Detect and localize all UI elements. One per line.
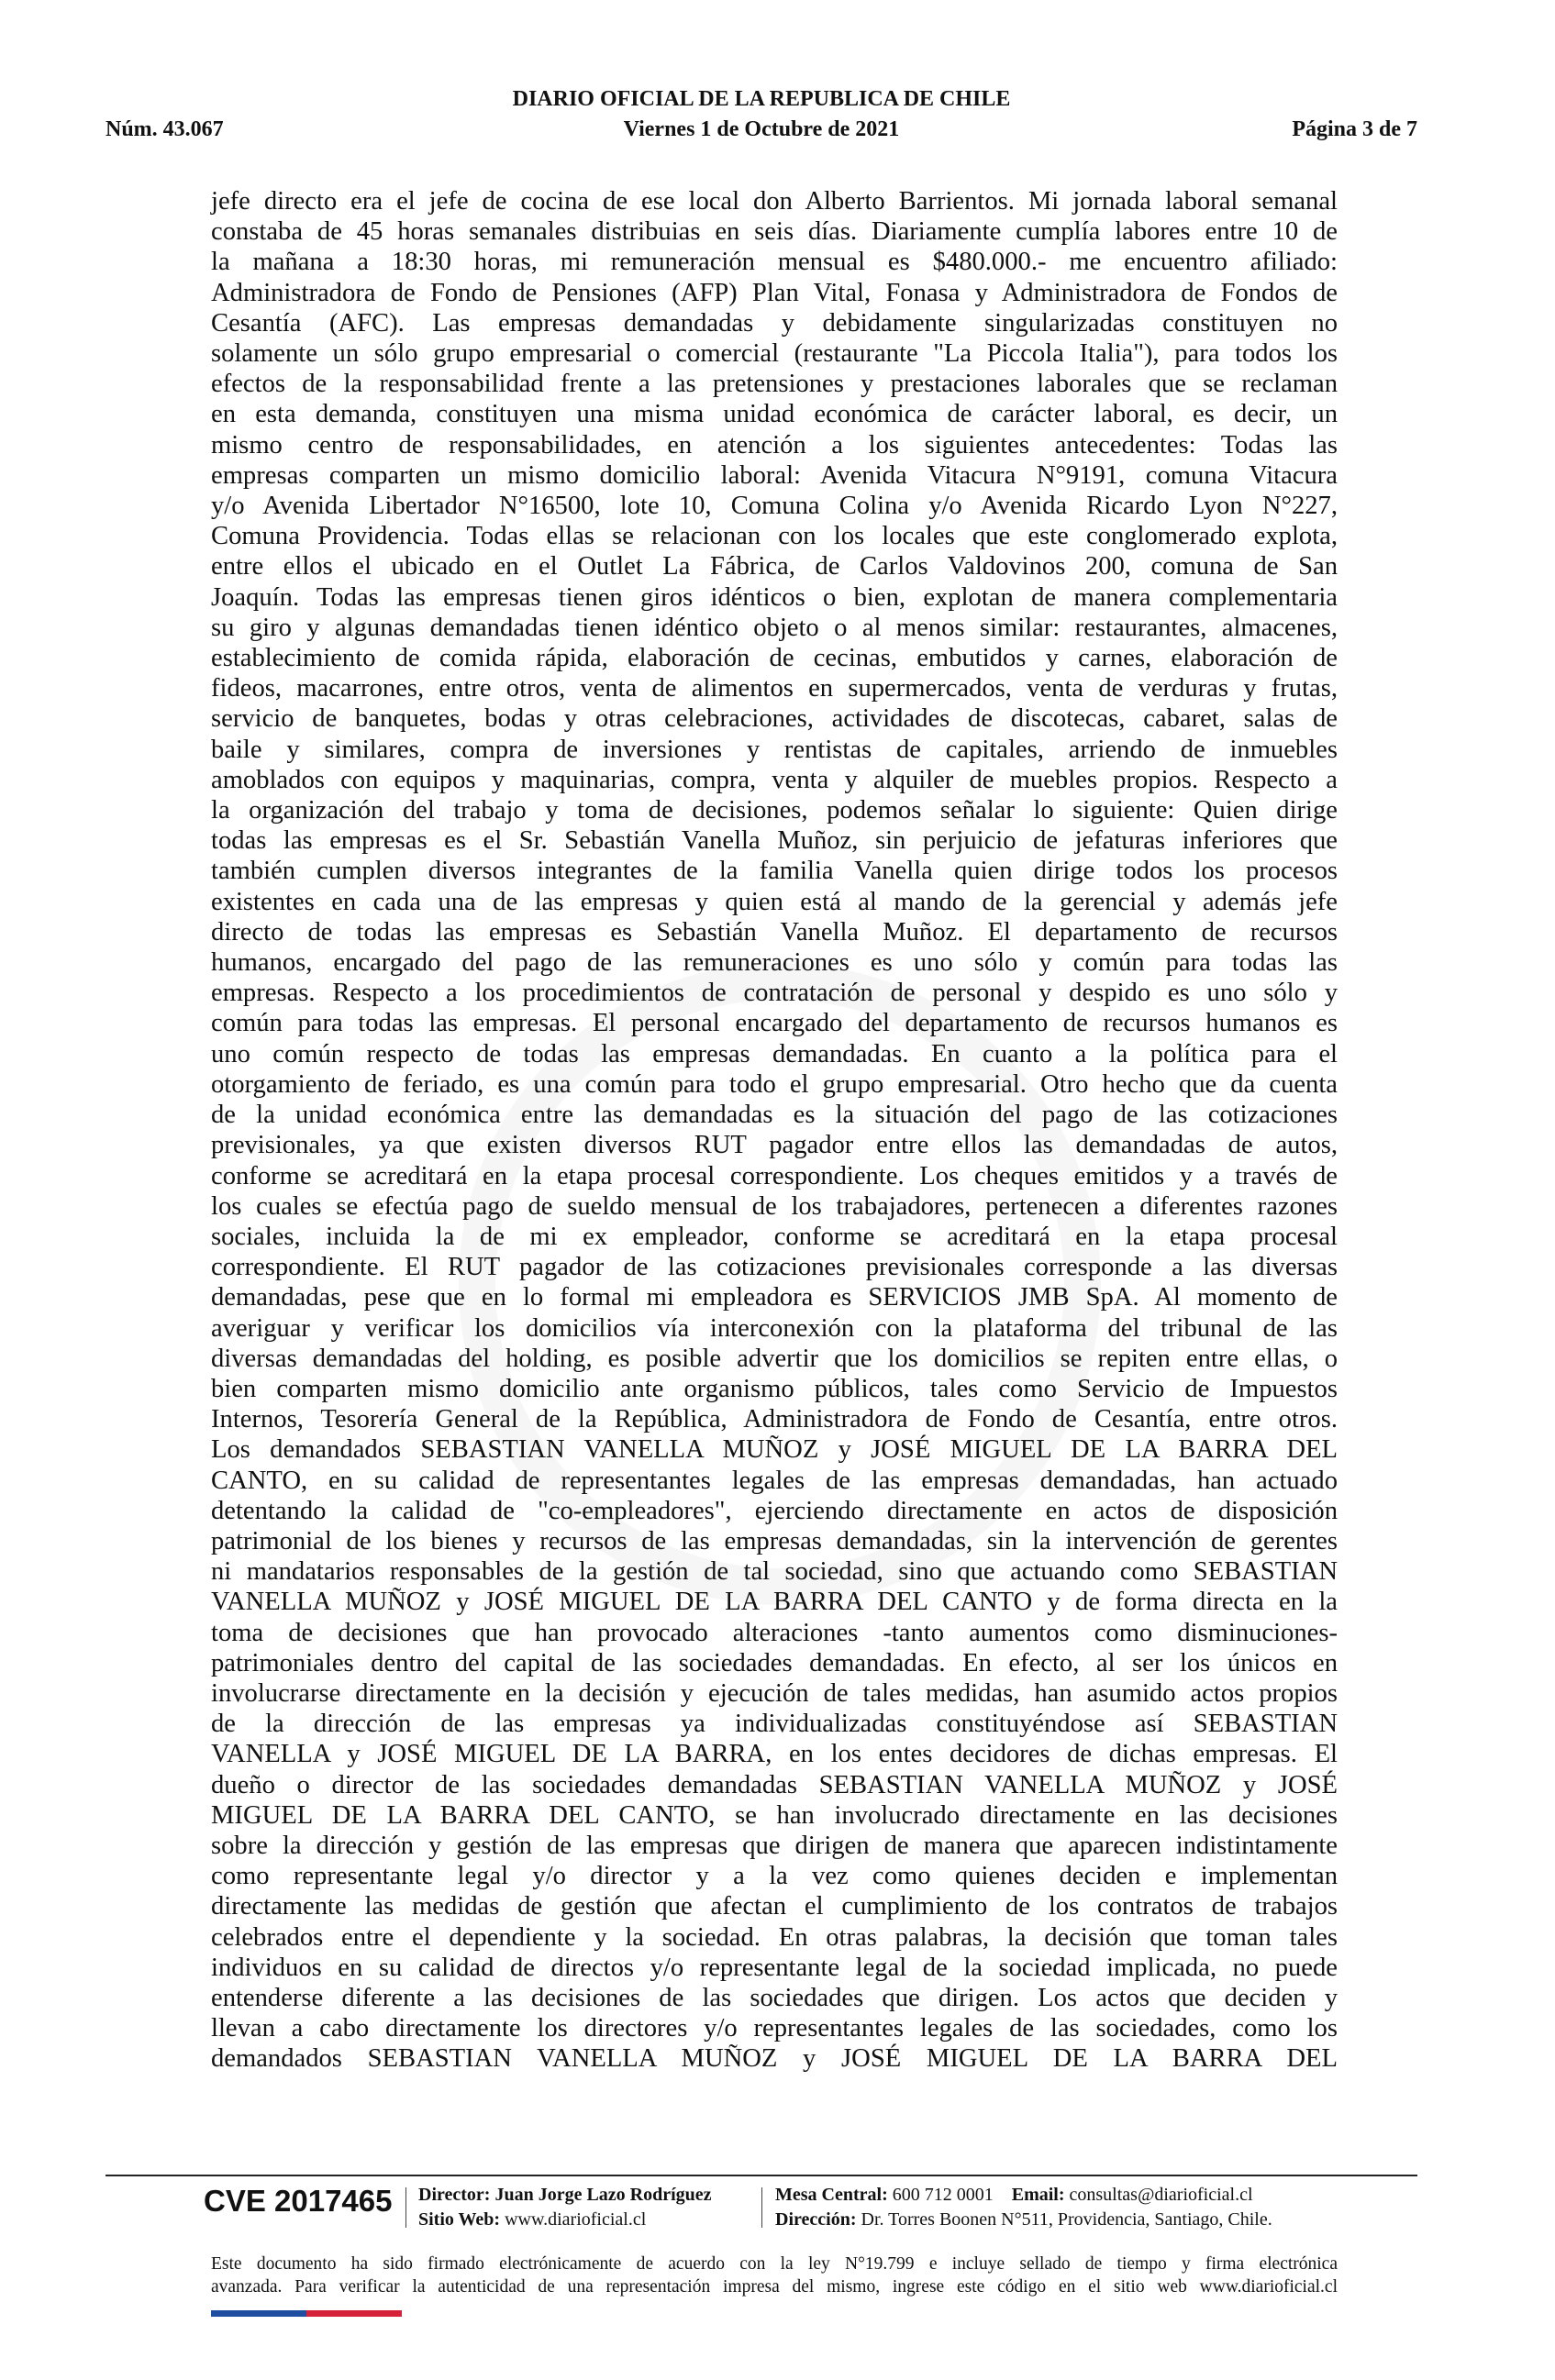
footer-separator xyxy=(761,2187,762,2228)
address-text: Dr. Torres Boonen N°511, Providencia, Santiago, Chile. xyxy=(861,2209,1272,2230)
text-line: patrimonial de los bienes y recursos de las empresas demandadas, sin la intervención de gerentes xyxy=(211,1526,1338,1555)
text-line: correspondiente. El RUT pagador de las cotizaciones previsionales corresponde a las diversas xyxy=(211,1253,1338,1282)
text-line: constaba de 45 horas semanales distribuias en seis días. Diariamente cumplía labores entre 10 de xyxy=(211,217,1338,247)
text-line: jefe directo era el jefe de cocina de ese local don Alberto Barrientos. Mi jornada laboral semanal xyxy=(211,187,1338,216)
text-line: la mañana a 18:30 horas, mi remuneración mensual es $480.000.- me encuentro afiliado: xyxy=(211,248,1338,277)
footer-contact-block xyxy=(775,2183,1272,2232)
text-line: solamente un sólo grupo empresarial o comercial (restaurante "La Piccola Italia"), para todos los xyxy=(211,339,1338,369)
page-number: Página 3 de 7 xyxy=(1292,117,1417,141)
text-line: efectos de la responsabilidad frente a las pretensiones y prestaciones laborales que se reclaman xyxy=(211,370,1338,399)
text-line: entre ellos el ubicado en el Outlet La Fábrica, de Carlos Valdovinos 200, comuna de San xyxy=(211,552,1338,581)
text-line: ni mandatarios responsables de la gestión de tal sociedad, sino que actuando como SEBASTIAN xyxy=(211,1557,1338,1587)
signature-notice-line: avanzada. Para verificar la autenticidad de una representación impresa del mismo, ingrese este código en el sitio web www.diarioficial.cl xyxy=(211,2277,1338,2297)
footer-director-block xyxy=(418,2183,712,2232)
cve-code: CVE 2017465 xyxy=(204,2184,393,2218)
text-line: CANTO, en su calidad de representantes legales de las empresas demandadas, han actuado xyxy=(211,1466,1338,1495)
text-line: dueño o director de las sociedades demandadas SEBASTIAN VANELLA MUÑOZ y JOSÉ xyxy=(211,1770,1338,1799)
text-line: los cuales se efectúa pago de sueldo mensual de los trabajadores, pertenecen a diferentes razones xyxy=(211,1191,1338,1221)
text-line: conforme se acreditará en la etapa procesal correspondiente. Los cheques emitidos y a través de xyxy=(211,1161,1338,1190)
text-line: entenderse diferente a las decisiones de las sociedades que dirigen. Los actos que deciden y xyxy=(211,1983,1338,2012)
text-line: MIGUEL DE LA BARRA DEL CANTO, se han involucrado directamente en las decisiones xyxy=(211,1800,1338,1830)
footer-separator xyxy=(405,2187,406,2228)
text-line: Comuna Providencia. Todas ellas se relacionan con los locales que este conglomerado explota, xyxy=(211,522,1338,551)
text-line: común para todas las empresas. El personal encargado del departamento de recursos humanos es xyxy=(211,1009,1338,1038)
body-text xyxy=(211,186,1338,2075)
text-line: uno común respecto de todas las empresas demandadas. En cuanto a la política para el xyxy=(211,1039,1338,1068)
text-line: todas las empresas es el Sr. Sebastián Vanella Muñoz, sin perjuicio de jefaturas inferiores que xyxy=(211,826,1338,856)
text-line: patrimoniales dentro del capital de las sociedades demandadas. En efecto, al ser los únicos en xyxy=(211,1648,1338,1677)
text-line: establecimiento de comida rápida, elaboración de cecinas, embutidos y carnes, elaboración de xyxy=(211,644,1338,673)
text-line: Administradora de Fondo de Pensiones (AFP) Plan Vital, Fonasa y Administradora de Fondos de xyxy=(211,278,1338,307)
text-line: amoblados con equipos y maquinarias, compra, venta y alquiler de muebles propios. Respecto a xyxy=(211,765,1338,794)
website-label: Sitio Web: xyxy=(418,2209,501,2230)
page-header xyxy=(106,87,1417,151)
text-line: empresas. Respecto a los procedimientos de contratación de personal y despido es uno sólo y xyxy=(211,979,1338,1008)
phone-label: Mesa Central: xyxy=(775,2185,888,2205)
text-line: Joaquín. Todas las empresas tienen giros idénticos o bien, explotan de manera complementaria xyxy=(211,582,1338,612)
text-line: la organización del trabajo y toma de decisiones, podemos señalar lo siguiente: Quien dirige xyxy=(211,796,1338,825)
text-line: detentando la calidad de "co-empleadores", ejerciendo directamente en actos de disposición xyxy=(211,1496,1338,1525)
text-line: bien comparten mismo domicilio ante organismo públicos, tales como Servicio de Impuestos xyxy=(211,1374,1338,1403)
text-line: VANELLA MUÑOZ y JOSÉ MIGUEL DE LA BARRA DEL CANTO y de forma directa en la xyxy=(211,1588,1338,1617)
phone-number: 600 712 0001 xyxy=(892,2185,994,2205)
issue-number: Núm. 43.067 xyxy=(106,117,224,141)
text-line: fideos, macarrones, entre otros, venta de alimentos en supermercados, venta de verduras y frutas, xyxy=(211,674,1338,703)
signature-notice xyxy=(211,2253,1338,2298)
footer-divider xyxy=(106,2175,1417,2176)
text-line: sobre la dirección y gestión de las empresas que dirigen de manera que aparecen indistintamente xyxy=(211,1831,1338,1860)
text-line: existentes en cada una de las empresas y quien está al mando de la gerencial y además jefe xyxy=(211,887,1338,916)
text-line: directamente las medidas de gestión que afectan el cumplimiento de los contratos de trabajos xyxy=(211,1892,1338,1921)
text-line: su giro y algunas demandadas tienen idéntico objeto o al menos similar: restaurantes, almacenes, xyxy=(211,613,1338,642)
text-line: baile y similares, compra de inversiones y rentistas de capitales, arriendo de inmuebles xyxy=(211,735,1338,764)
text-line: previsionales, ya que existen diversos RUT pagador entre ellos las demandadas de autos, xyxy=(211,1131,1338,1160)
text-line: como representante legal y/o director y a la vez como quienes deciden e implementan xyxy=(211,1862,1338,1891)
text-line: empresas comparten un mismo domicilio laboral: Avenida Vitacura N°9191, comuna Vitacura xyxy=(211,460,1338,490)
text-line: Cesantía (AFC). Las empresas demandadas y debidamente singularizadas constituyen no xyxy=(211,308,1338,338)
text-line: demandadas, pese que en lo formal mi empleadora es SERVICIOS JMB SpA. Al momento de xyxy=(211,1283,1338,1312)
signature-notice-line: Este documento ha sido firmado electrónicamente de acuerdo con la ley N°19.799 e incluye sellado de tiempo y firma electrónica xyxy=(211,2254,1338,2274)
text-line: Internos, Tesorería General de la República, Administradora de Fondo de Cesantía, entre otros. xyxy=(211,1405,1338,1434)
text-line: sociales, incluida la de mi ex empleador, conforme se acreditará en la etapa procesal xyxy=(211,1222,1338,1251)
text-line: en esta demanda, constituyen una misma unidad económica de carácter laboral, es decir, un xyxy=(211,400,1338,429)
text-line: VANELLA y JOSÉ MIGUEL DE LA BARRA, en los entes decidores de dichas empresas. El xyxy=(211,1740,1338,1769)
email-label: Email: xyxy=(1011,2185,1065,2205)
email-link[interactable]: consultas@diarioficial.cl xyxy=(1069,2185,1253,2205)
text-line: toma de decisiones que han provocado alteraciones -tanto aumentos como disminuciones- xyxy=(211,1618,1338,1647)
text-line: otorgamiento de feriado, es una común para todo el grupo empresarial. Otro hecho que da cuenta xyxy=(211,1069,1338,1099)
text-line: Los demandados SEBASTIAN VANELLA MUÑOZ y JOSÉ MIGUEL DE LA BARRA DEL xyxy=(211,1435,1338,1465)
text-line: de la unidad económica entre las demandadas es la situación del pago de las cotizaciones xyxy=(211,1101,1338,1130)
publication-title: DIARIO OFICIAL DE LA REPUBLICA DE CHILE xyxy=(512,87,1011,111)
text-line: involucrarse directamente en la decisión y ejecución de tales medidas, han asumido actos propios xyxy=(211,1678,1338,1708)
flag-stripe-red xyxy=(306,2310,402,2317)
text-line: humanos, encargado del pago de las remuneraciones es uno sólo y común para todas las xyxy=(211,948,1338,978)
text-line: mismo centro de responsabilidades, en atención a los siguientes antecedentes: Todas las xyxy=(211,430,1338,459)
text-line: llevan a cabo directamente los directores y/o representantes legales de las sociedades, como los xyxy=(211,2014,1338,2043)
text-line: servicio de banquetes, bodas y otras celebraciones, actividades de discotecas, cabaret, salas de xyxy=(211,704,1338,734)
address-label: Dirección: xyxy=(775,2209,857,2230)
text-line: directo de todas las empresas es Sebastián Vanella Muñoz. El departamento de recursos xyxy=(211,917,1338,946)
text-line: demandados SEBASTIAN VANELLA MUÑOZ y JOSÉ MIGUEL DE LA BARRA DEL xyxy=(211,2044,1338,2074)
text-line: individuos en su calidad de directos y/o representante legal de la sociedad implicada, no puede xyxy=(211,1953,1338,1982)
text-line: de la dirección de las empresas ya individualizadas constituyéndose así SEBASTIAN xyxy=(211,1710,1338,1739)
flag-stripe-blue xyxy=(211,2310,306,2317)
director-label: Director: xyxy=(418,2185,491,2205)
text-line: y/o Avenida Libertador N°16500, lote 10, Comuna Colina y/o Avenida Ricardo Lyon N°227, xyxy=(211,492,1338,521)
text-line: también cumplen diversos integrantes de la familia Vanella quien dirige todos los procesos xyxy=(211,857,1338,886)
website-link[interactable]: www.diarioficial.cl xyxy=(505,2209,647,2230)
text-line: celebrados entre el dependiente y la sociedad. En otras palabras, la decisión que toman tales xyxy=(211,1922,1338,1952)
flag-stripe xyxy=(211,2310,402,2317)
text-line: diversas demandadas del holding, es posible advertir que los domicilios se repiten entre ellas, o xyxy=(211,1344,1338,1373)
issue-date: Viernes 1 de Octubre de 2021 xyxy=(623,117,900,141)
director-name: Juan Jorge Lazo Rodríguez xyxy=(494,2185,712,2205)
text-line: averiguar y verificar los domicilios vía interconexión con la plataforma del tribunal de las xyxy=(211,1313,1338,1343)
